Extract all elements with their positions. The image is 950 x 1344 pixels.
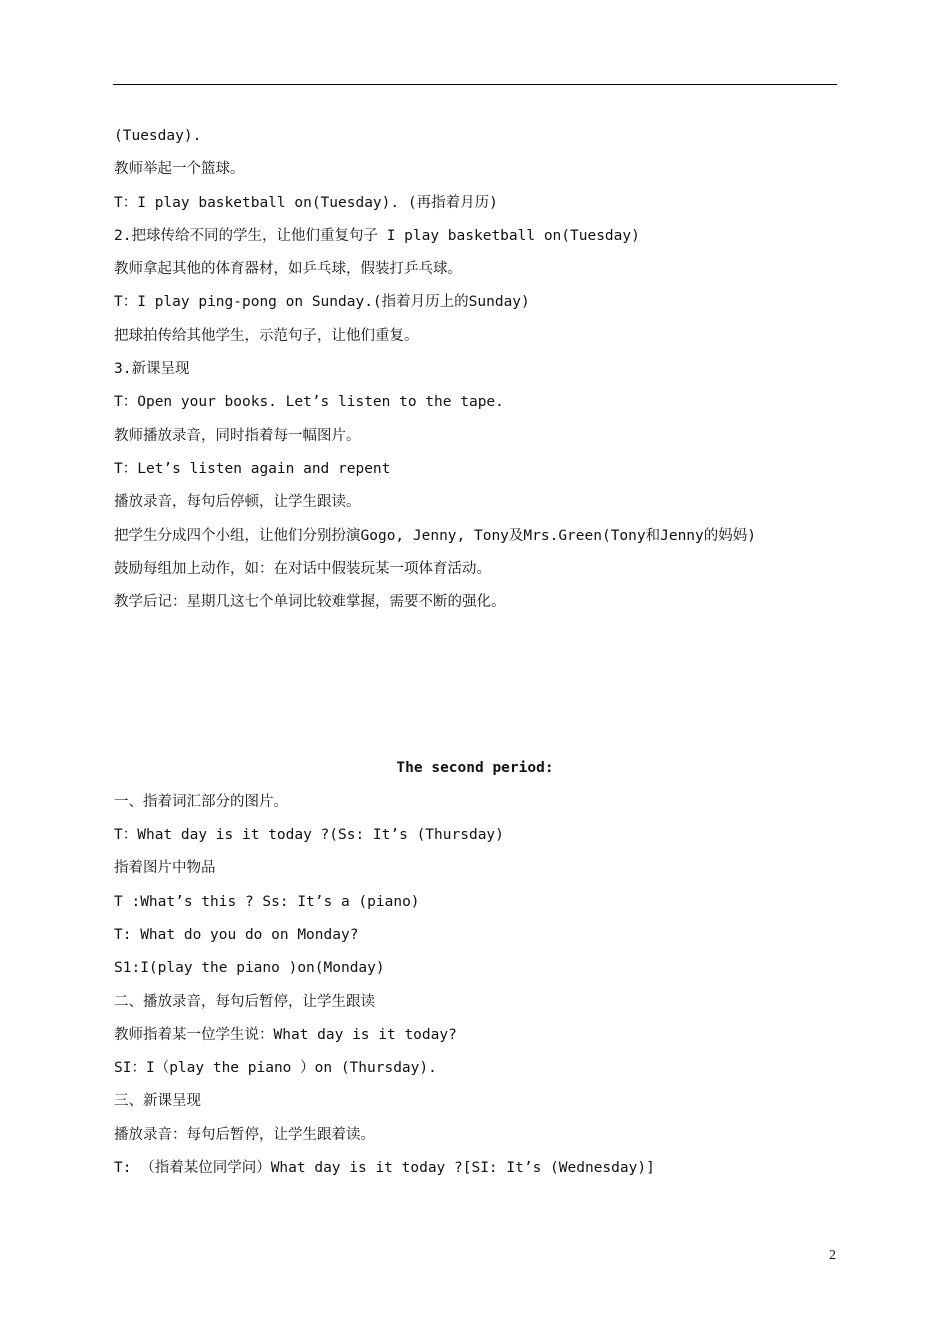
text-line: 教学后记：星期几这七个单词比较难掌握，需要不断的强化。: [114, 594, 506, 611]
blank-space: [114, 619, 844, 752]
text-line: T：I play ping-pong on Sunday.(指着月历上的Sunday): [114, 294, 530, 311]
text-line: 把学生分成四个小组，让他们分别扮演Gogo, Jenny, Tony及Mrs.Green(Tony和Jenny的妈妈): [114, 527, 756, 544]
text-line: 教师举起一个篮球。: [114, 161, 245, 178]
text-line: T：Open your books. Let’s listen to the tape.: [114, 394, 504, 411]
text-line: 把球拍传给其他学生，示范句子，让他们重复。: [114, 327, 419, 344]
text-line: 播放录音：每句后暂停，让学生跟着读。: [114, 1126, 375, 1143]
page-number: 2: [829, 1248, 836, 1263]
text-line: T：Let’s listen again and repent: [114, 460, 391, 477]
text-line: 指着图片中物品: [114, 860, 216, 877]
text-line: T: （指着某位同学问）What day is it today ?[SI: It’s (Wednesday)]: [114, 1160, 655, 1177]
text-line: T :What’s this ? Ss: It’s a (piano): [114, 893, 420, 910]
text-line: 一、指着词汇部分的图片。: [114, 793, 288, 810]
text-line: 二、播放录音，每句后暂停，让学生跟读: [114, 993, 375, 1010]
text-line: T：What day is it today ?(Ss: It’s (Thursday): [114, 827, 504, 844]
text-line: 播放录音，每句后停顿，让学生跟读。: [114, 494, 361, 511]
text-line: SI：I（play the piano ）on (Thursday).: [114, 1060, 437, 1077]
text-line: T：I play basketball on(Tuesday). (再指着月历): [114, 194, 498, 211]
text-line: 鼓励每组加上动作，如：在对话中假装玩某一项体育活动。: [114, 560, 491, 577]
text-line: 3.新课呈现: [114, 361, 190, 378]
text-line: 教师播放录音，同时指着每一幅图片。: [114, 427, 361, 444]
section-heading: The second period:: [396, 760, 554, 777]
text-line: (Tuesday).: [114, 128, 202, 144]
text-line: S1:I(play the piano )on(Monday): [114, 960, 385, 977]
header-rule: [113, 84, 837, 85]
text-line: 教师指着某一位学生说：What day is it today?: [114, 1026, 457, 1043]
text-line: 三、新课呈现: [114, 1093, 201, 1110]
text-line: T: What do you do on Monday?: [114, 926, 359, 943]
document-body: [114, 120, 844, 1185]
text-line: 2.把球传给不同的学生，让他们重复句子 I play basketball on(Tuesday): [114, 227, 640, 244]
text-line: 教师拿起其他的体育器材，如乒乓球，假装打乒乓球。: [114, 261, 462, 278]
